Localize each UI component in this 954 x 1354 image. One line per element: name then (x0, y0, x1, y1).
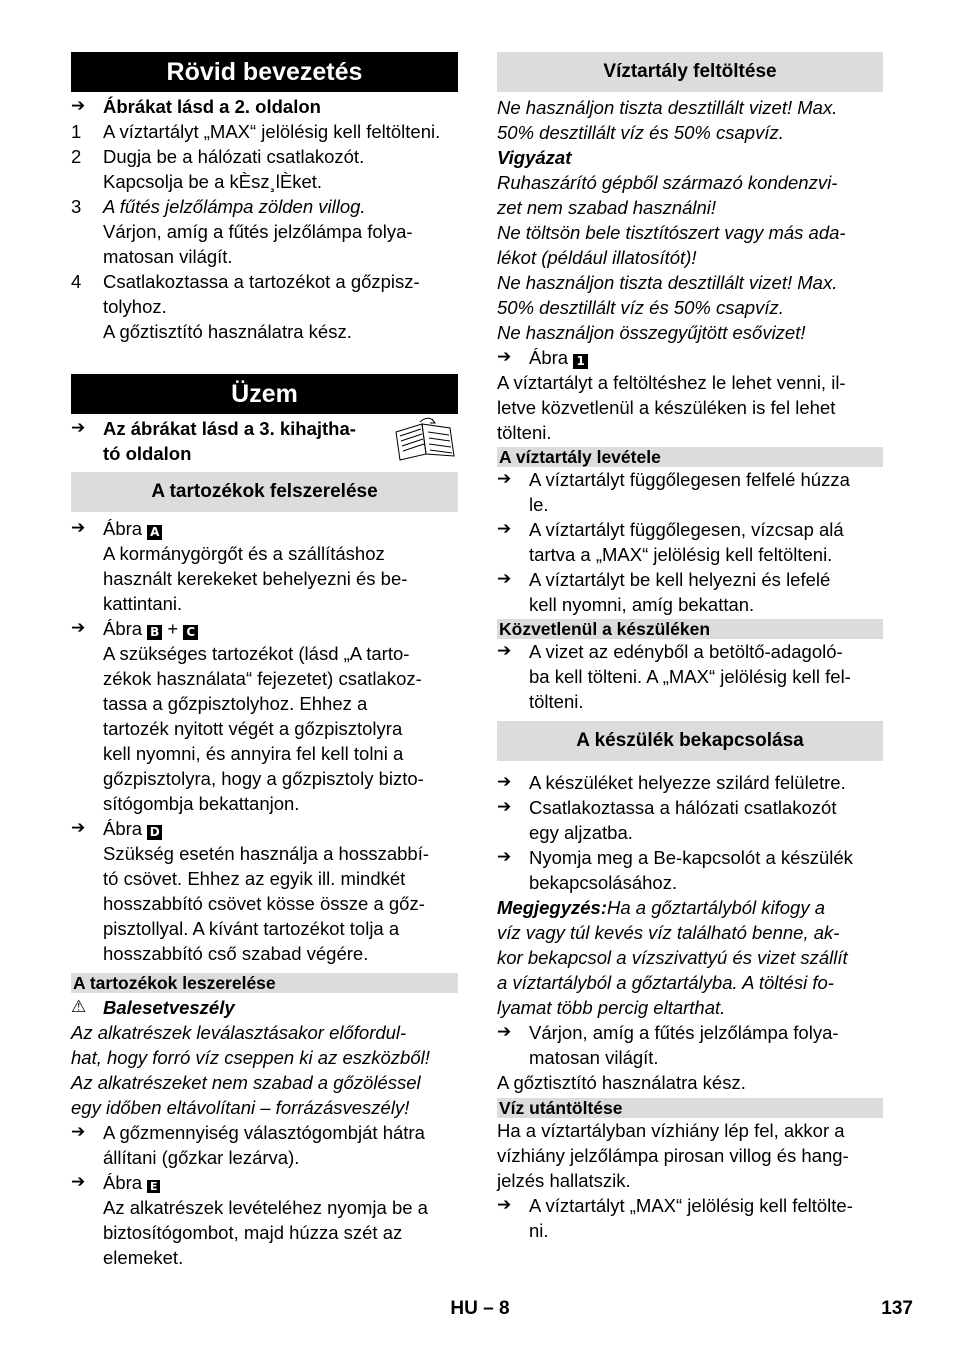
text-line: Az alkatrészeket nem szabad a gőzöléssel (71, 1072, 421, 1093)
text-line: Nyomja meg a Be-kapcsolót a készülék (529, 847, 853, 868)
text-line: egy időben eltávolítani – forrázásveszély! (71, 1097, 410, 1118)
arrow-icon: ➔ (71, 1172, 86, 1192)
text-line: Ha a víztartályban vízhiány lép fel, akkor a (497, 1120, 845, 1141)
arrow-icon: ➔ (71, 1122, 86, 1142)
tank-removal-steps (497, 467, 883, 617)
figure-a-badge: A (147, 525, 162, 540)
text-line: gőzpisztolyra, hogy a gőzpisztoly bizto- (103, 768, 424, 789)
refill-step (497, 1193, 883, 1243)
text-line: tolyhoz. (103, 296, 167, 317)
text-line: tölteni. (497, 422, 552, 443)
text-line: jelzés hallatszik. (497, 1170, 631, 1191)
right-column (497, 52, 883, 1243)
text-line: kattintani. (103, 593, 183, 614)
text-line: Kapcsolja be a kÈsz¸lÈket. (103, 171, 323, 192)
figure-a-text (71, 541, 458, 616)
arrow-icon: ➔ (71, 518, 86, 538)
left-column (71, 52, 458, 1270)
steam-step (71, 1120, 458, 1170)
text-line: zet nem szabad használni! (497, 197, 717, 218)
refill-paragraph (497, 1118, 883, 1193)
step-italic-line: A fűtés jelzőlámpa zölden villog. (103, 196, 366, 217)
foldout-book-icon (392, 416, 458, 462)
figure-bc-block: ➔ Ábra B + C A szükséges tartozékot (lásd „A tarto- zékok használata“ fejezetet) csatlakoz- tassa a gőzpisztolyhoz. Ehhez a tartozék nyitott végét a gőzpisztolyra kell nyomni, és annyira fel kell tolni a gőzpisztolyra, hogy a gőzpisztoly bizto- sítógombja bekattanjon. (71, 616, 458, 816)
subsection-refill: Víz utántöltése (497, 1098, 883, 1118)
switch-on-steps (497, 770, 883, 895)
text-line: A kormánygörgőt és a szállításhoz (103, 543, 385, 564)
figure-e-badge: E (147, 1180, 160, 1193)
wait-step (497, 1020, 883, 1070)
text-line: Ne használjon tiszta desztillált vizet! Max. (497, 97, 838, 118)
tank-removal-paragraph (497, 370, 883, 445)
step-number: 4 (71, 271, 82, 292)
numbered-step (71, 119, 458, 144)
text-line: sítógombja bekattanjon. (103, 793, 300, 814)
text-line: egy aljzatba. (529, 822, 633, 843)
text-line: A víztartályt függőlegesen, vízcsap alá (529, 519, 844, 540)
text-line: Az alkatrészek leválasztásakor előfordul- (71, 1022, 407, 1043)
section-title-operation: Üzem (71, 374, 458, 414)
text-line: ni. (529, 1220, 549, 1241)
text-line: A víztartályt függőlegesen felfelé húzza (529, 469, 850, 490)
warning-icon: ⚠ (71, 997, 87, 1017)
note-label: Megjegyzés: (497, 897, 608, 918)
text-line: elemeket. (103, 1247, 184, 1268)
numbered-step (71, 269, 458, 344)
text-line: le. (529, 494, 549, 515)
figure-c-badge: C (183, 625, 198, 640)
text-line: Ne töltsön bele tisztítószert vagy más ada- (497, 222, 846, 243)
text-line: A víztartályt „MAX“ jelölésig kell feltölte- (529, 1195, 853, 1216)
text-line: A víztartályt be kell helyezni és lefelé (529, 569, 831, 590)
note-paragraph: Megjegyzés:Ha a gőztartályból kifogy a víz vagy túl kevés víz található benne, ak- kor bekapcsol a vízszivattyú és vizet szállít a víztartályból a gőztartályba. A töltési fo- lyamat több percig eltarthat. (497, 895, 883, 1020)
text-line: tó csövet. Ehhez az egyik ill. mindkét (103, 868, 406, 889)
figure-1-ref: ➔ Ábra 1 (497, 345, 883, 370)
text-line: Várjon, amíg a fűtés jelzőlámpa folya- (103, 221, 413, 242)
text-line: A víztartályt a feltöltéshez le lehet venni, il- (497, 372, 846, 393)
text-line: tartva a „MAX“ jelölésig kell feltölteni. (529, 544, 833, 565)
arrow-icon: ➔ (497, 469, 512, 489)
text-line: hosszabbító cső szabad végére. (103, 943, 369, 964)
subsection-switch-on: A készülék bekapcsolása (497, 721, 883, 761)
subsection-tank-removal: A víztartály levétele (497, 447, 883, 467)
text-line: A szükséges tartozékot (lásd „A tarto- (103, 643, 410, 664)
arrow-icon: ➔ (497, 797, 512, 817)
figure-d-text (71, 841, 458, 966)
section-title-quick-start: Rövid bevezetés (71, 52, 458, 92)
text-line: A víztartályt „MAX“ jelölésig kell feltölteni. (103, 121, 441, 142)
text-line: matosan világít. (103, 246, 233, 267)
numbered-step (71, 144, 458, 194)
text-line: A gőzmennyiség választógombját hátra (103, 1122, 425, 1143)
arrow-icon: ➔ (497, 569, 512, 589)
text-line: víz vagy túl kevés víz található benne, ak- (497, 922, 840, 943)
text-line: állítani (gőzkar lezárva). (103, 1147, 300, 1168)
text-line: Csatlakoztassa a hálózati csatlakozót (529, 797, 837, 818)
subsection-direct-fill: Közvetlenül a készüléken (497, 619, 883, 639)
text-line: 50% desztillált víz és 50% csapvíz. (497, 297, 784, 318)
text-line: zékok használata“ fejezetet) csatlakoz- (103, 668, 422, 689)
text-line: kell nyomni, és annyira fel kell tolni a (103, 743, 404, 764)
text-line: Szükség esetén használja a hosszabbí- (103, 843, 430, 864)
subsection-tank-filling: Víztartály feltöltése (497, 52, 883, 92)
bullet-item (497, 795, 883, 845)
arrow-icon: ➔ (497, 519, 512, 539)
figure-b-badge: B (147, 625, 162, 640)
danger-heading: ⚠ Balesetveszély (71, 997, 235, 1018)
text-line: pisztollyal. A kívánt tartozékot tolja a (103, 918, 400, 939)
text-line: Ruhaszárító gépből származó kondenzvi- (497, 172, 838, 193)
text-line: használt kerekeket behelyezni és be- (103, 568, 408, 589)
figure-a-block: ➔ Ábra A A kormánygörgőt és a szállításhoz használt kerekeket behelyezni és be- kattintani. (71, 516, 458, 616)
bullet-item (497, 770, 883, 795)
direct-fill-step (497, 639, 883, 714)
arrow-icon: ➔ (497, 1195, 512, 1215)
text-line: tassa a gőzpisztolyhoz. Ehhez a (103, 693, 368, 714)
bullet-item (497, 845, 883, 895)
step-number: 3 (71, 196, 82, 217)
page-footer-label: HU – 8 (450, 1298, 510, 1319)
caution-heading: Vigyázat (497, 147, 572, 168)
arrow-icon: ➔ (497, 847, 512, 867)
text-line: Ne használjon tiszta desztillált vizet! Max. (497, 272, 838, 293)
bullet-item (497, 517, 883, 567)
step-number: 1 (71, 121, 82, 142)
intro-ref: ➔ Ábrákat lásd a 2. oldalon (71, 96, 321, 117)
text-line: ba kell tölteni. A „MAX“ jelölésig kell fel- (529, 666, 851, 687)
text-line: kell nyomni, amíg bekattan. (529, 594, 755, 615)
arrow-icon: ➔ (497, 772, 512, 792)
text-line: tölteni. (529, 691, 584, 712)
figure-1-badge: 1 (573, 354, 588, 369)
text-line: Dugja be a hálózati csatlakozót. (103, 146, 365, 167)
arrow-icon: ➔ (497, 641, 512, 661)
text-line: bekapcsolásához. (529, 872, 678, 893)
figure-bc-text (71, 641, 458, 816)
bullet-item (497, 567, 883, 617)
text-line: vízhiány jelzőlámpa pirosan villog és hang- (497, 1145, 849, 1166)
text-line: Ne használjon összegyűjtött esővizet! (497, 322, 806, 343)
caution-text (497, 170, 883, 345)
text-line: lyamat több percig eltarthat. (497, 997, 726, 1018)
arrow-icon: ➔ (71, 418, 86, 438)
text-line: Várjon, amíg a fűtés jelzőlámpa folya- (529, 1022, 839, 1043)
text-line: A gőztisztító használatra kész. (103, 321, 352, 342)
figure-d-badge: D (147, 825, 162, 840)
text-line: matosan világít. (529, 1047, 659, 1068)
danger-text (71, 1020, 458, 1120)
text-line: A vizet az edényből a betöltő-adagoló- (529, 641, 843, 662)
step-number: 2 (71, 146, 82, 167)
subsection-dismounting: A tartozékok leszerelése (71, 973, 458, 993)
numbered-step (71, 194, 458, 269)
text-line: Az alkatrészek levételéhez nyomja be a (103, 1197, 428, 1218)
bullet-item (497, 467, 883, 517)
subsection-mounting: A tartozékok felszerelése (71, 472, 458, 512)
arrow-icon: ➔ (71, 818, 86, 838)
arrow-icon: ➔ (497, 1022, 512, 1042)
text-line: letve közvetlenül a készüléken is fel lehet (497, 397, 836, 418)
text-line: A készüléket helyezze szilárd felületre. (529, 772, 846, 793)
text-line: kor bekapcsol a vízszivattyú és vizet szállít (497, 947, 848, 968)
page-number: 137 (881, 1298, 913, 1319)
text-line: hosszabbító csövet kösse össze a gőz- (103, 893, 425, 914)
text-line: Csatlakoztassa a tartozékot a gőzpisz- (103, 271, 420, 292)
text-line: lékot (például illatosítót)! (497, 247, 697, 268)
figure-e-block: ➔ Ábra E Az alkatrészek levételéhez nyomja be a biztosítógombot, majd húzza szét az elemeket. (71, 1170, 458, 1270)
text-line: hat, hogy forró víz cseppen ki az eszközből! (71, 1047, 430, 1068)
text-line: 50% desztillált víz és 50% csapvíz. (497, 122, 784, 143)
figure-e-text (71, 1195, 458, 1270)
operation-ref: ➔ Az ábrákat lásd a 3. kihajtha- tó oldalon (71, 416, 458, 466)
text-line: a víztartályból a gőztartályba. A töltési fo- (497, 972, 834, 993)
text-line: biztosítógombot, majd húzza szét az (103, 1222, 403, 1243)
water-note (497, 95, 883, 145)
arrow-icon: ➔ (71, 618, 86, 638)
figure-d-block: ➔ Ábra D Szükség esetén használja a hosszabbí- tó csövet. Ehhez az egyik ill. mindkét hosszabbító csövet kösse össze a gőz- pisztollyal. A kívánt tartozékot tolja a hosszabbító cső szabad végére. (71, 816, 458, 966)
text-line: tartozék nyitott végét a gőzpisztolyra (103, 718, 403, 739)
ready-text: A gőztisztító használatra kész. (497, 1072, 746, 1093)
arrow-icon: ➔ (497, 347, 512, 367)
arrow-icon: ➔ (71, 96, 86, 116)
quick-start-steps (71, 119, 458, 344)
